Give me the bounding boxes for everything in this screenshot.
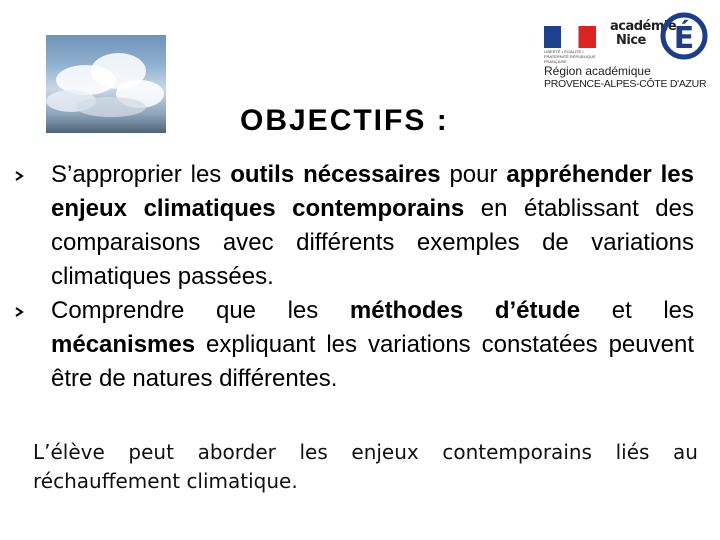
objective-item-2 <box>14 294 694 396</box>
objective-item-1 <box>14 158 694 294</box>
page-title: OBJECTIFS : <box>240 104 449 137</box>
academie-e-icon <box>660 2 708 62</box>
objective-text: S’approprier les outils nécessaires pour appréhender les enjeux climatiques contemporains en établissant des comparaisons avec différents exemples de variations climatiques passées. <box>51 161 695 290</box>
arrow-bullet-icon <box>14 307 24 317</box>
flag-caption: LIBERTÉ • ÉGALITÉ • FRATERNITÉ RÉPUBLIQUE FRANÇAISE <box>544 49 596 64</box>
student-note: L’élève peut aborder les enjeux contemporains liés au réchauffement climatique. <box>33 440 698 493</box>
academie-city: Nice <box>616 33 646 48</box>
sky-photo <box>46 35 166 133</box>
region-full-name: PROVENCE-ALPES-CÔTE D'AZUR <box>544 78 707 90</box>
objectives-list <box>14 158 694 396</box>
marianne-flag-icon <box>544 26 596 48</box>
academie-e-letter: É <box>673 21 695 56</box>
arrow-bullet-icon <box>14 171 24 181</box>
academie-logo <box>540 2 710 92</box>
academie-word: académie <box>610 19 677 34</box>
objective-text: Comprendre que les méthodes d’étude et les mécanismes expliquant les variations constatées peuvent être de natures différentes. <box>51 297 695 392</box>
region-name: Région académique <box>544 64 651 78</box>
